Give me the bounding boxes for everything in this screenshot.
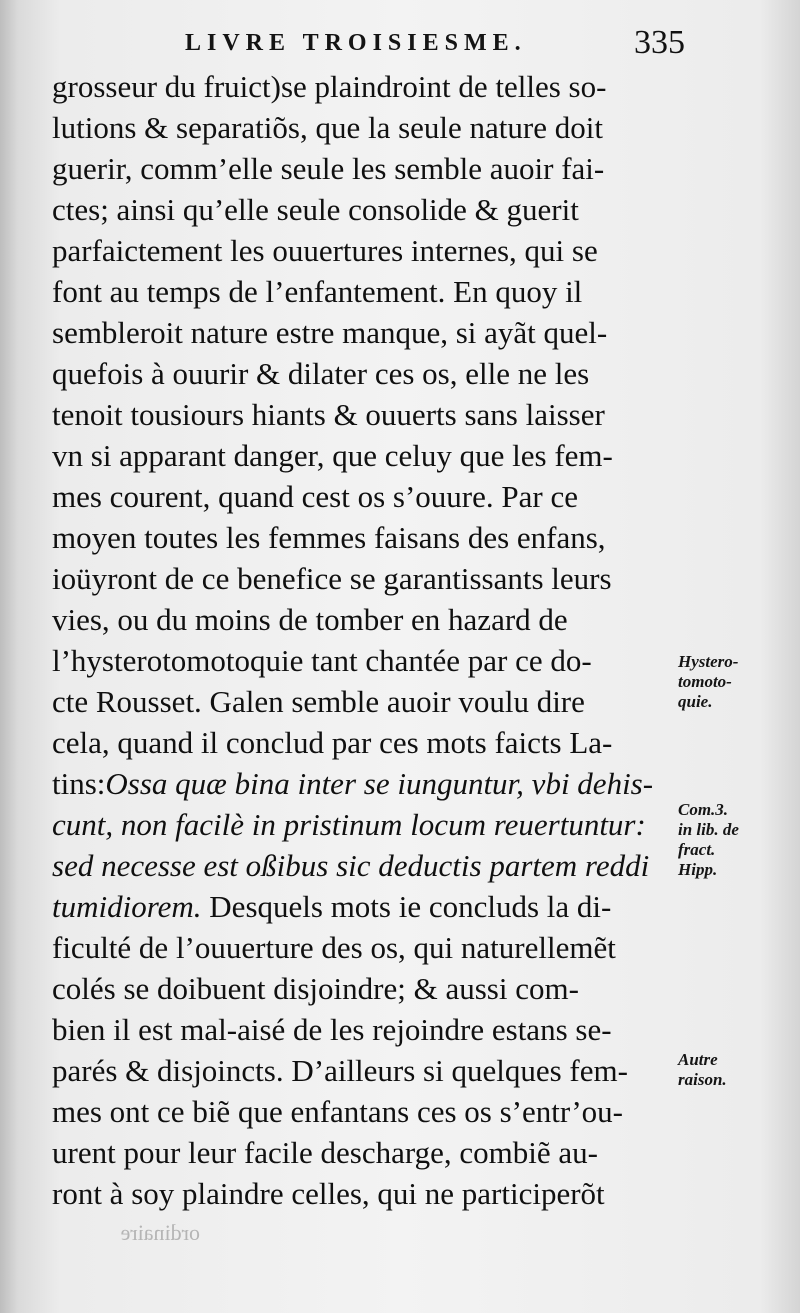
line-text: urent pour leur facile descharge, combiẽ au- bbox=[52, 1135, 598, 1170]
text-line bbox=[52, 804, 674, 845]
text-line bbox=[52, 66, 674, 107]
text-line bbox=[52, 1132, 674, 1173]
text-line bbox=[52, 681, 674, 722]
margin-note-line: tomoto- bbox=[678, 672, 732, 691]
text-line bbox=[52, 1009, 674, 1050]
running-head: LIVRE TROISIESME. bbox=[185, 30, 527, 56]
latin-quote: sed necesse est oßibus sic deductis partem reddi bbox=[52, 848, 650, 883]
margin-note-line: in lib. de bbox=[678, 820, 739, 839]
text-line bbox=[52, 312, 674, 353]
text-line bbox=[52, 107, 674, 148]
line-text: mes courent, quand cest os s’ouure. Par ce bbox=[52, 479, 578, 514]
text-line bbox=[52, 517, 674, 558]
text-line bbox=[52, 271, 674, 312]
line-text: grosseur du fruict)se plaindroint de telles so- bbox=[52, 69, 607, 104]
text-line bbox=[52, 1050, 674, 1091]
line-text: quefois à ouurir & dilater ces os, elle ne les bbox=[52, 356, 590, 391]
line-text: moyen toutes les femmes faisans des enfans, bbox=[52, 520, 606, 555]
text-line bbox=[52, 230, 674, 271]
line-text: guerir, comm’elle seule les semble auoir fai- bbox=[52, 151, 605, 186]
margin-note-line: Hipp. bbox=[678, 860, 718, 879]
margin-note-line: Com.3. bbox=[678, 800, 729, 819]
text-line bbox=[52, 927, 674, 968]
line-text: Desquels mots ie concluds la di- bbox=[201, 889, 612, 924]
line-text: cte Rousset. Galen semble auoir voulu dire bbox=[52, 684, 585, 719]
margin-note-line: Autre bbox=[678, 1050, 718, 1069]
line-text: colés se doibuent disjoindre; & aussi com- bbox=[52, 971, 579, 1006]
line-text: sembleroit nature estre manque, si ayãt quel- bbox=[52, 315, 608, 350]
text-line bbox=[52, 886, 674, 927]
text-line bbox=[52, 558, 674, 599]
text-line bbox=[52, 435, 674, 476]
line-text: ficulté de l’ouuerture des os, qui naturellemẽt bbox=[52, 930, 616, 965]
text-line bbox=[52, 189, 674, 230]
text-line bbox=[52, 1091, 674, 1132]
line-text: tins: bbox=[52, 766, 106, 801]
line-text: mes ont ce biẽ que enfantans ces os s’entr’ou- bbox=[52, 1094, 624, 1129]
line-text: ront à soy plaindre celles, qui ne participerõt bbox=[52, 1176, 605, 1211]
margin-note-line: fract. bbox=[678, 840, 716, 859]
latin-quote: tumidiorem. bbox=[52, 889, 202, 924]
show-through-text: ordinaire bbox=[120, 1220, 200, 1245]
margin-note-line: raison. bbox=[678, 1070, 727, 1089]
margin-note bbox=[678, 800, 739, 880]
line-text: tenoit tousiours hiants & ouuerts sans laisser bbox=[52, 397, 605, 432]
text-line bbox=[52, 148, 674, 189]
text-line bbox=[52, 476, 674, 517]
line-text: bien il est mal-aisé de les rejoindre estans se- bbox=[52, 1012, 612, 1047]
text-line bbox=[52, 722, 674, 763]
page-header bbox=[185, 22, 685, 70]
margin-note bbox=[678, 652, 738, 712]
line-text: parés & disjoincts. D’ailleurs si quelques fem- bbox=[52, 1053, 628, 1088]
text-line bbox=[52, 640, 674, 681]
text-line bbox=[52, 763, 674, 804]
line-text: ctes; ainsi qu’elle seule consolide & guerit bbox=[52, 192, 579, 227]
line-text: vn si apparant danger, que celuy que les fem- bbox=[52, 438, 613, 473]
text-line bbox=[52, 599, 674, 640]
latin-quote: Ossa quæ bina inter se iunguntur, vbi dehis- bbox=[105, 766, 654, 801]
text-line bbox=[52, 1173, 674, 1214]
margin-note-line: Hystero- bbox=[678, 652, 739, 671]
line-text: font au temps de l’enfantement. En quoy il bbox=[52, 274, 583, 309]
page-number: 335 bbox=[634, 24, 685, 61]
line-text: vies, ou du moins de tomber en hazard de bbox=[52, 602, 568, 637]
line-text: parfaictement les ouuertures internes, qui se bbox=[52, 233, 598, 268]
line-text: lutions & separatiõs, que la seule nature doit bbox=[52, 110, 603, 145]
text-line bbox=[52, 353, 674, 394]
line-text: l’hysterotomotoquie tant chantée par ce do- bbox=[52, 643, 592, 678]
margin-note-line: quie. bbox=[678, 692, 713, 711]
text-line bbox=[52, 845, 674, 886]
body-text bbox=[52, 66, 674, 1214]
text-line bbox=[52, 394, 674, 435]
text-line bbox=[52, 968, 674, 1009]
line-text: cela, quand il conclud par ces mots faicts La- bbox=[52, 725, 613, 760]
line-text: ioüyront de ce benefice se garantissants leurs bbox=[52, 561, 612, 596]
latin-quote: cunt, non facilè in pristinum locum reuertuntur: bbox=[52, 807, 646, 842]
margin-note bbox=[678, 1050, 727, 1090]
